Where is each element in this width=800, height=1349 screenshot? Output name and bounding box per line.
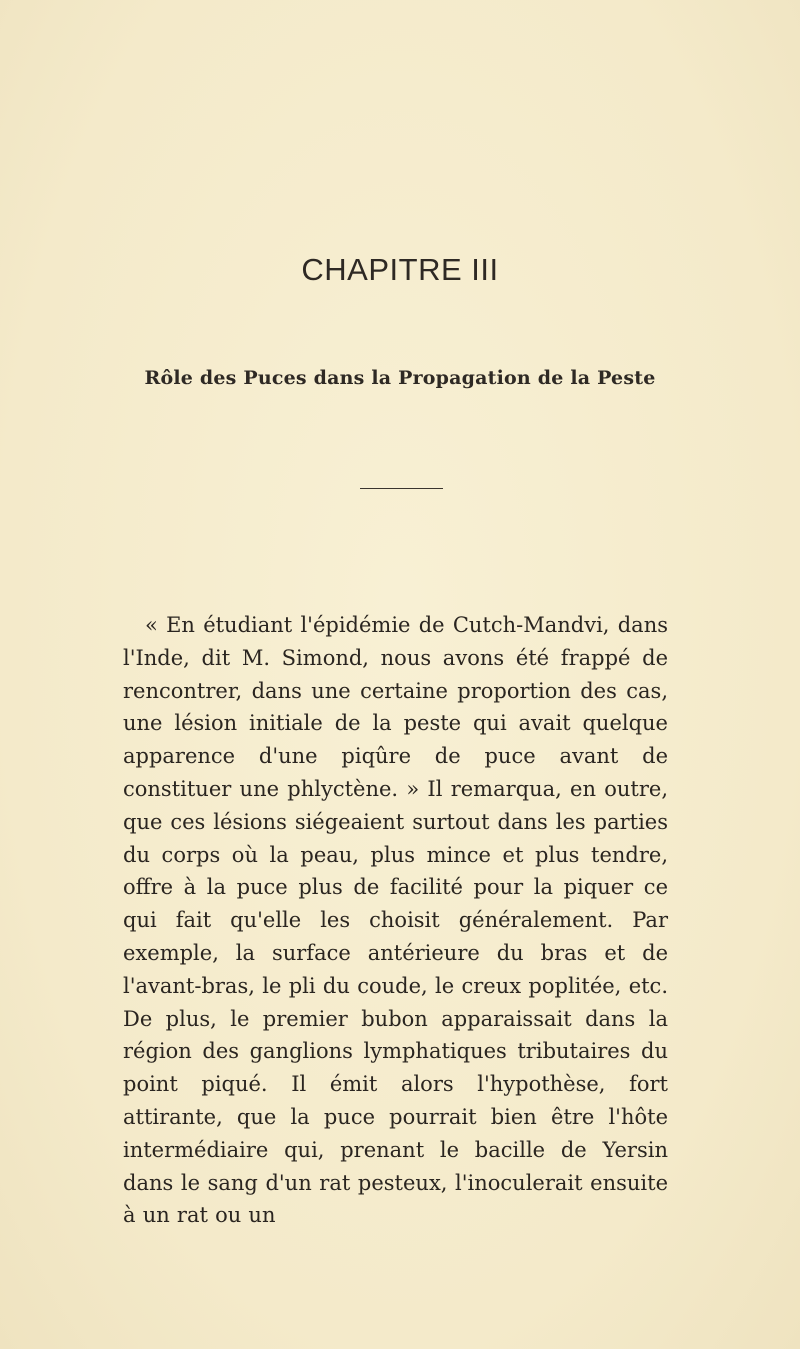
paragraph-text: « En étudiant l'épidémie de Cutch-Mandvi, dans l'Inde, dit M. Simond, nous avons été frappé de rencontrer, dans une certaine proportion des cas, une lésion initiale de la peste qui avait quelque apparence d'une piqûre de puce avant de constituer une phlyctène. » Il remarqua, en outre, que ces lésions siégeaient surtout dans les parties du corps où la peau, plus mince et plus tendre, offre à la puce plus de facilité pour la piquer ce qui fait qu'elle les choisit généralement. Par exemple, la surface antérieure du bras et de l'avant-bras, le pli du coude, le creux poplitée, etc. De plus, le premier bubon apparaissait dans la région des ganglions lymphatiques tributaires du point piqué. Il émit alors l'hypothèse, fort attirante, que la puce pourrait bien être l'hôte intermédiaire qui, prenant le bacille de Yersin dans le sang d'un rat pesteux, l'inoculerait ensuite à un rat ou un — [123, 613, 668, 1228]
body-paragraph — [123, 609, 668, 1232]
chapter-heading: CHAPITRE III — [301, 252, 499, 287]
chapter-subtitle: Rôle des Puces dans la Propagation de la Peste — [144, 367, 656, 389]
section-divider — [360, 488, 443, 489]
